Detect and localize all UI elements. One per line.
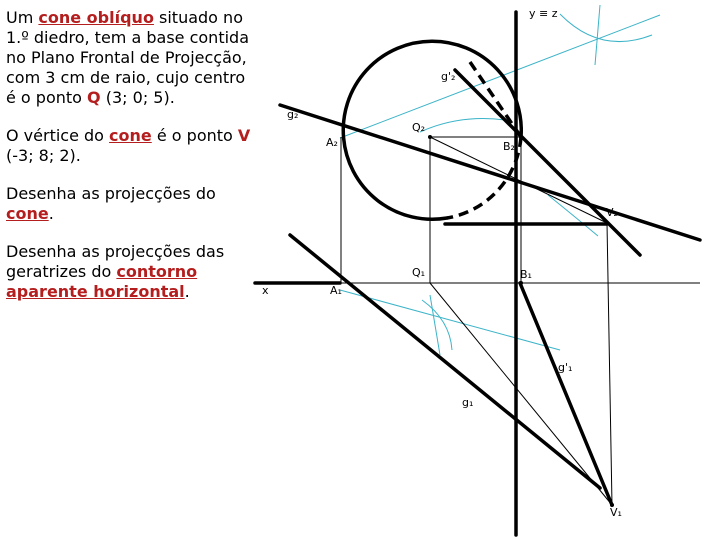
label-v1: V₁ [610, 506, 622, 519]
label-g2: g₂ [287, 108, 299, 121]
labels [262, 7, 622, 519]
hidden-generatrix [470, 62, 521, 137]
label-b2: B₂ [503, 140, 515, 153]
statement-paragraph-3: Desenha as projecções do cone. [6, 184, 216, 223]
term-point-q: Q [87, 88, 101, 107]
construction-lines [340, 5, 660, 355]
term-cone: cone [109, 126, 152, 145]
label-g1-prime: g'₁ [558, 361, 573, 374]
term-oblique-cone: cone oblíquo [38, 8, 154, 27]
construction-arc-top [560, 14, 652, 42]
point-q2 [428, 135, 432, 139]
generatrix-g2 [280, 105, 700, 240]
line-q1-v1 [430, 283, 612, 505]
base-circle-visible [343, 41, 521, 219]
construction-tick-top [595, 5, 600, 65]
thick-lines [255, 12, 700, 535]
term-apparent-contour: contorno aparente horizontal [6, 262, 198, 301]
term-point-v: V [237, 126, 251, 145]
point-v2 [605, 221, 609, 225]
label-a2: A₂ [326, 136, 338, 149]
construction-arc-b2 [420, 119, 505, 133]
label-b1: B₁ [520, 268, 532, 281]
statement-paragraph-4: Desenha as projecções das geratrizes do contorno aparente horizontal. [6, 242, 225, 301]
label-g1: g₁ [462, 396, 474, 409]
generatrix-g1-prime [520, 283, 612, 505]
label-q1: Q₁ [412, 266, 426, 279]
term-cone-2: cone [6, 204, 49, 223]
label-q2: Q₂ [412, 121, 426, 134]
statement-paragraph-2: O vértice do cone é o ponto V (-3; 8; 2). [6, 126, 251, 165]
point-b1 [519, 281, 523, 285]
point-b2 [519, 135, 523, 139]
label-axis-x: x [262, 284, 269, 297]
label-a1: A₁ [330, 284, 342, 297]
statement-paragraph-1: Um cone oblíquo situado no 1.º diedro, tem a base contida no Plano Frontal de Projecção, com 3 cm de raio, cujo centro é o ponto Q (3; 0; 5). [6, 8, 249, 107]
label-v2: V₂ [606, 206, 618, 219]
construction-tick-lower [430, 295, 440, 355]
recall-line-v [607, 223, 612, 505]
reference-lines [255, 137, 700, 505]
label-axis-yz: y ≡ z [529, 7, 558, 20]
label-g2-prime: g'₂ [441, 70, 456, 83]
construction-arc-lower [422, 300, 452, 350]
